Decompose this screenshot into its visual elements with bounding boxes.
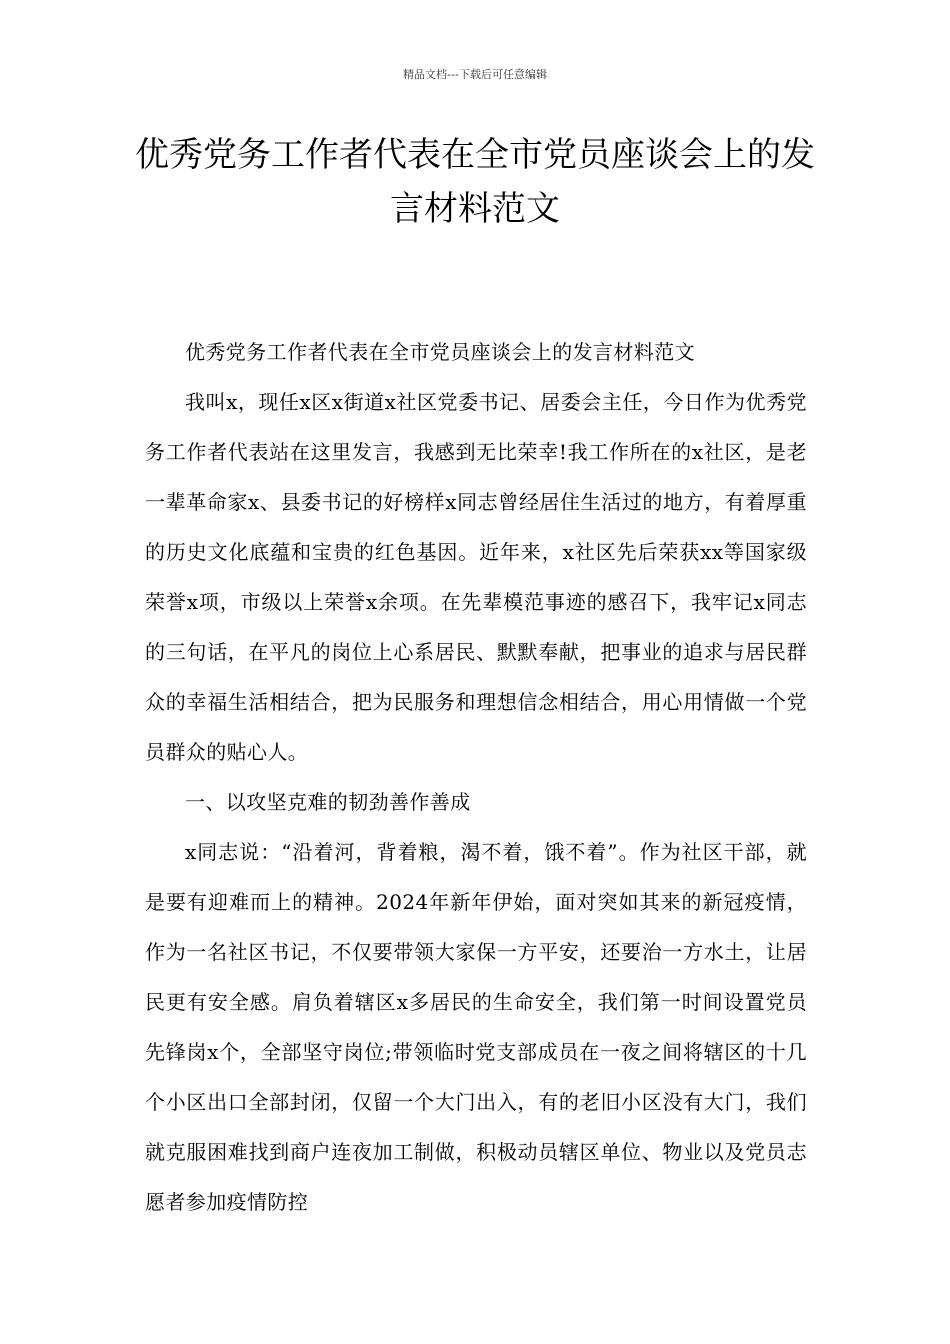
body-paragraph-intro: 我叫x，现任x区x街道x社区党委书记、居委会主任，今日作为优秀党务工作者代表站在这里发言，我感到无比荣幸!我工作所在的x社区，是老一辈革命家x、县委书记的好榜样x同志曾经居住生活过的地方，有着厚重的历史文化底蕴和宝贵的红色基因。近年来，x社区先后荣获xx等国家级荣誉x项，市级以上荣誉x余项。在先辈模范事迹的感召下，我牢记x同志的三句话，在平凡的岗位上心系居民、默默奉献，把事业的追求与居民群众的幸福生活相结合，把为民服务和理想信念相结合，用心用情做一个党员群众的贴心人。 [145,390,807,764]
body-paragraph-subtitle: 优秀党务工作者代表在全市党员座谈会上的发言材料范文 [185,340,695,364]
document-title: 优秀党务工作者代表在全市党员座谈会上的发言材料范文 [135,135,815,229]
page-header-note: 精品文档---下载后可任意编辑 [403,68,547,81]
body-section-heading-1: 一、以攻坚克难的韧劲善作善成 [185,790,471,814]
body-paragraph-section-1: x同志说：“沿着河，背着粮，渴不着，饿不着”。作为社区干部，就是要有迎难而上的精神。2024年新年伊始，面对突如其来的新冠疫情，作为一名社区书记，不仅要带领大家保一方平安，还要治一方水土，让居民更有安全感。肩负着辖区x多居民的生命安全，我们第一时间设置党员先锋岗x个，全部坚守岗位;带领临时党支部成员在一夜之间将辖区的十几个小区出口全部封闭，仅留一个大门出入，有的老旧小区没有大门，我们就克服困难找到商户连夜加工制做，积极动员辖区单位、物业以及党员志愿者参加疫情防控 [145,840,807,1214]
document-body [145,327,807,1227]
